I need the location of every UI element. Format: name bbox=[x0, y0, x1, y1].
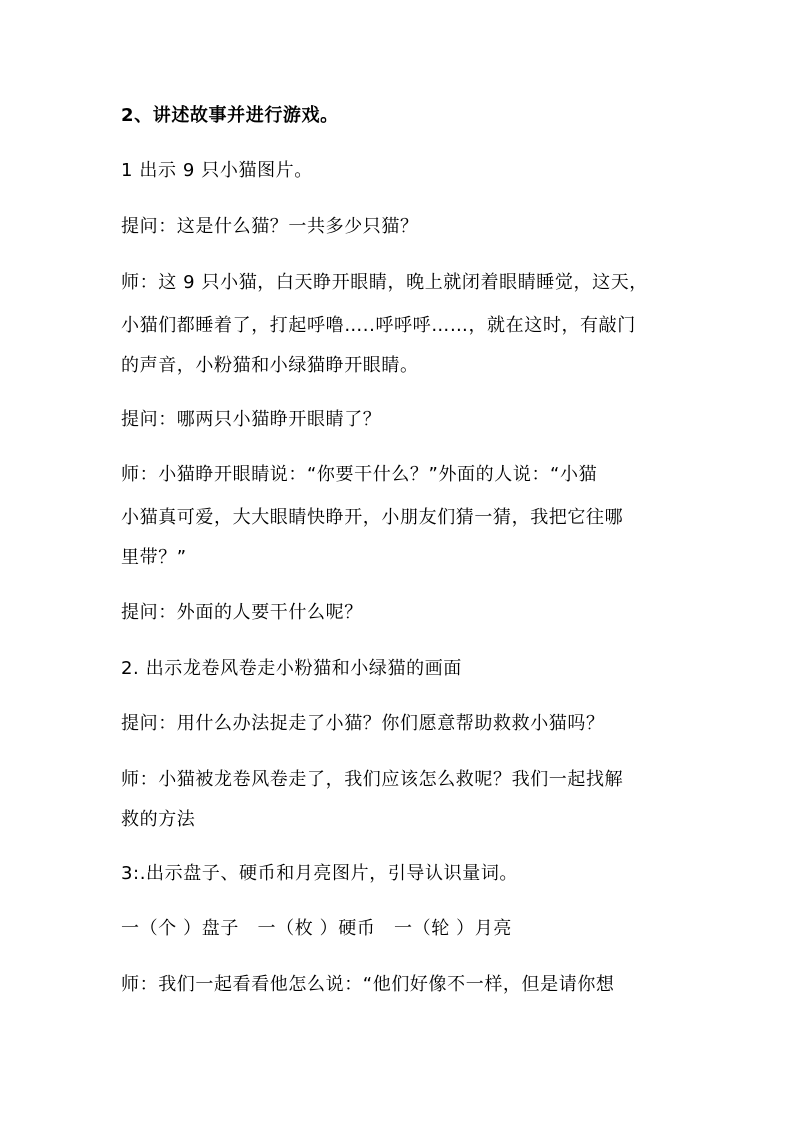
paragraph-line: 3:.出示盘子、硬币和月亮图片，引导认识量词。 bbox=[121, 863, 519, 884]
paragraph-line: 小猫真可爱，大大眼睛快睁开，小朋友们猜一猜，我把它往哪 bbox=[121, 507, 624, 528]
paragraph-line: 里带？” bbox=[121, 547, 187, 568]
paragraph-line: 小猫们都睡着了，打起呼噜…..呼呼呼……，就在这时，有敲门 bbox=[121, 315, 636, 336]
paragraph-line: 师：小猫被龙卷风卷走了，我们应该怎么救呢？我们一起找解 bbox=[121, 769, 624, 790]
paragraph-line: 提问：用什么办法捉走了小猫？你们愿意帮助救救小猫吗？ bbox=[121, 713, 605, 734]
paragraph-line: 提问：这是什么猫？一共多少只猫？ bbox=[121, 216, 419, 237]
paragraph-line: 救的方法 bbox=[121, 809, 196, 830]
paragraph-line: 的声音，小粉猫和小绿猫睁开眼睛。 bbox=[121, 355, 419, 376]
paragraph-line: 师：我们一起看看他怎么说：“他们好像不一样，但是请你想 bbox=[121, 974, 615, 995]
section-heading: 2、讲述故事并进行游戏。 bbox=[121, 105, 339, 126]
paragraph-line: 1 出示 9 只小猫图片。 bbox=[121, 160, 313, 181]
paragraph-line: 一（个 ）盘子 一（枚 ）硬币 一（轮 ）月亮 bbox=[121, 918, 512, 939]
paragraph-line: 师：这 9 只小猫，白天睁开眼睛，晚上就闭着眼睛睡觉，这天， bbox=[121, 272, 648, 293]
paragraph-line: 提问：外面的人要干什么呢？ bbox=[121, 602, 363, 623]
paragraph-line: 提问：哪两只小猫睁开眼睛了？ bbox=[121, 409, 382, 430]
paragraph-line: 师：小猫睁开眼睛说：“你要干什么？”外面的人说：“小猫 bbox=[121, 464, 598, 485]
paragraph-line: 2. 出示龙卷风卷走小粉猫和小绿猫的画面 bbox=[121, 658, 462, 679]
